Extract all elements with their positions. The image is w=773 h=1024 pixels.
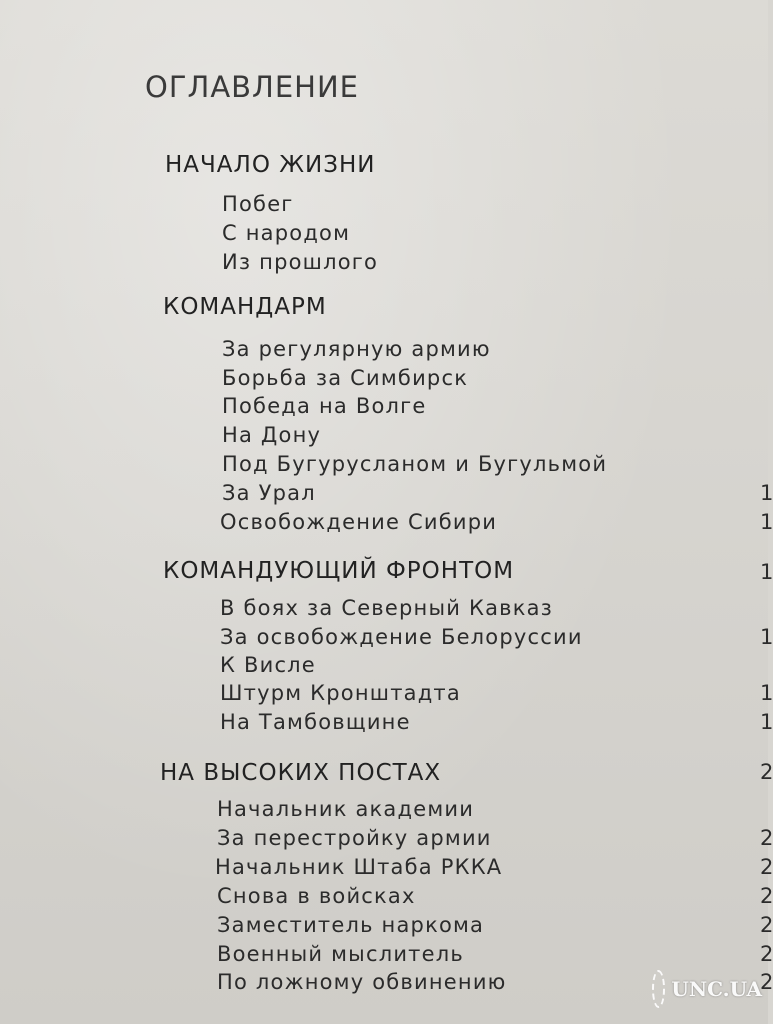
page-number: 2 [760, 884, 773, 908]
toc-entry: За перестройку армии [217, 826, 492, 850]
toc-entry: Снова в войсках [217, 884, 416, 908]
toc-heading: ОГЛАВЛЕНИЕ [145, 70, 360, 104]
page-number: 2 [760, 760, 773, 784]
page-number: 2 [760, 970, 773, 994]
toc-entry: Начальник академии [217, 797, 475, 821]
toc-entry: На Тамбовщине [220, 710, 411, 734]
page-number: 1 [760, 510, 773, 534]
toc-entry: Борьба за Симбирск [222, 366, 469, 390]
toc-entry: В боях за Северный Кавказ [220, 596, 554, 620]
toc-entry: С народом [222, 221, 351, 245]
toc-entry: Под Бугурусланом и Бугульмой [222, 452, 608, 476]
toc-entry: Штурм Кронштадта [220, 681, 461, 705]
toc-entry: За Урал [222, 481, 316, 505]
section-title: НАЧАЛО ЖИЗНИ [165, 152, 376, 178]
toc-entry: Из прошлого [222, 250, 379, 274]
page-number: 2 [760, 913, 773, 937]
page-number: 1 [760, 560, 773, 584]
page-number: 1 [760, 625, 773, 649]
page-number: 1 [760, 481, 773, 505]
section-title: НА ВЫСОКИХ ПОСТАХ [160, 760, 442, 786]
toc-entry: Заместитель наркома [217, 913, 485, 937]
page-number: 2 [760, 942, 773, 966]
toc-entry: Начальник Штаба РККА [215, 855, 503, 879]
toc-entry: На Дону [222, 423, 322, 447]
toc-entry: За регулярную армию [222, 337, 491, 361]
page-number: 2 [760, 855, 773, 879]
page-number: 1 [760, 710, 773, 734]
sun-burst-icon [652, 970, 665, 1008]
watermark [652, 966, 762, 1012]
watermark-text: UNC.UA [671, 977, 762, 1001]
toc-entry: За освобождение Белоруссии [220, 625, 583, 649]
toc-entry: По ложному обвинению [217, 970, 507, 994]
toc-entry: Побег [222, 192, 294, 216]
page-number: 2 [760, 826, 773, 850]
toc-entry: Победа на Волге [222, 394, 427, 418]
section-title: КОМАНДАРМ [163, 294, 327, 320]
toc-entry: К Висле [220, 653, 316, 677]
page-number: 1 [760, 681, 773, 705]
toc-entry: Военный мыслитель [217, 942, 464, 966]
toc-entry: Освобождение Сибири [220, 510, 498, 534]
section-title: КОМАНДУЮЩИЙ ФРОНТОМ [163, 558, 515, 584]
